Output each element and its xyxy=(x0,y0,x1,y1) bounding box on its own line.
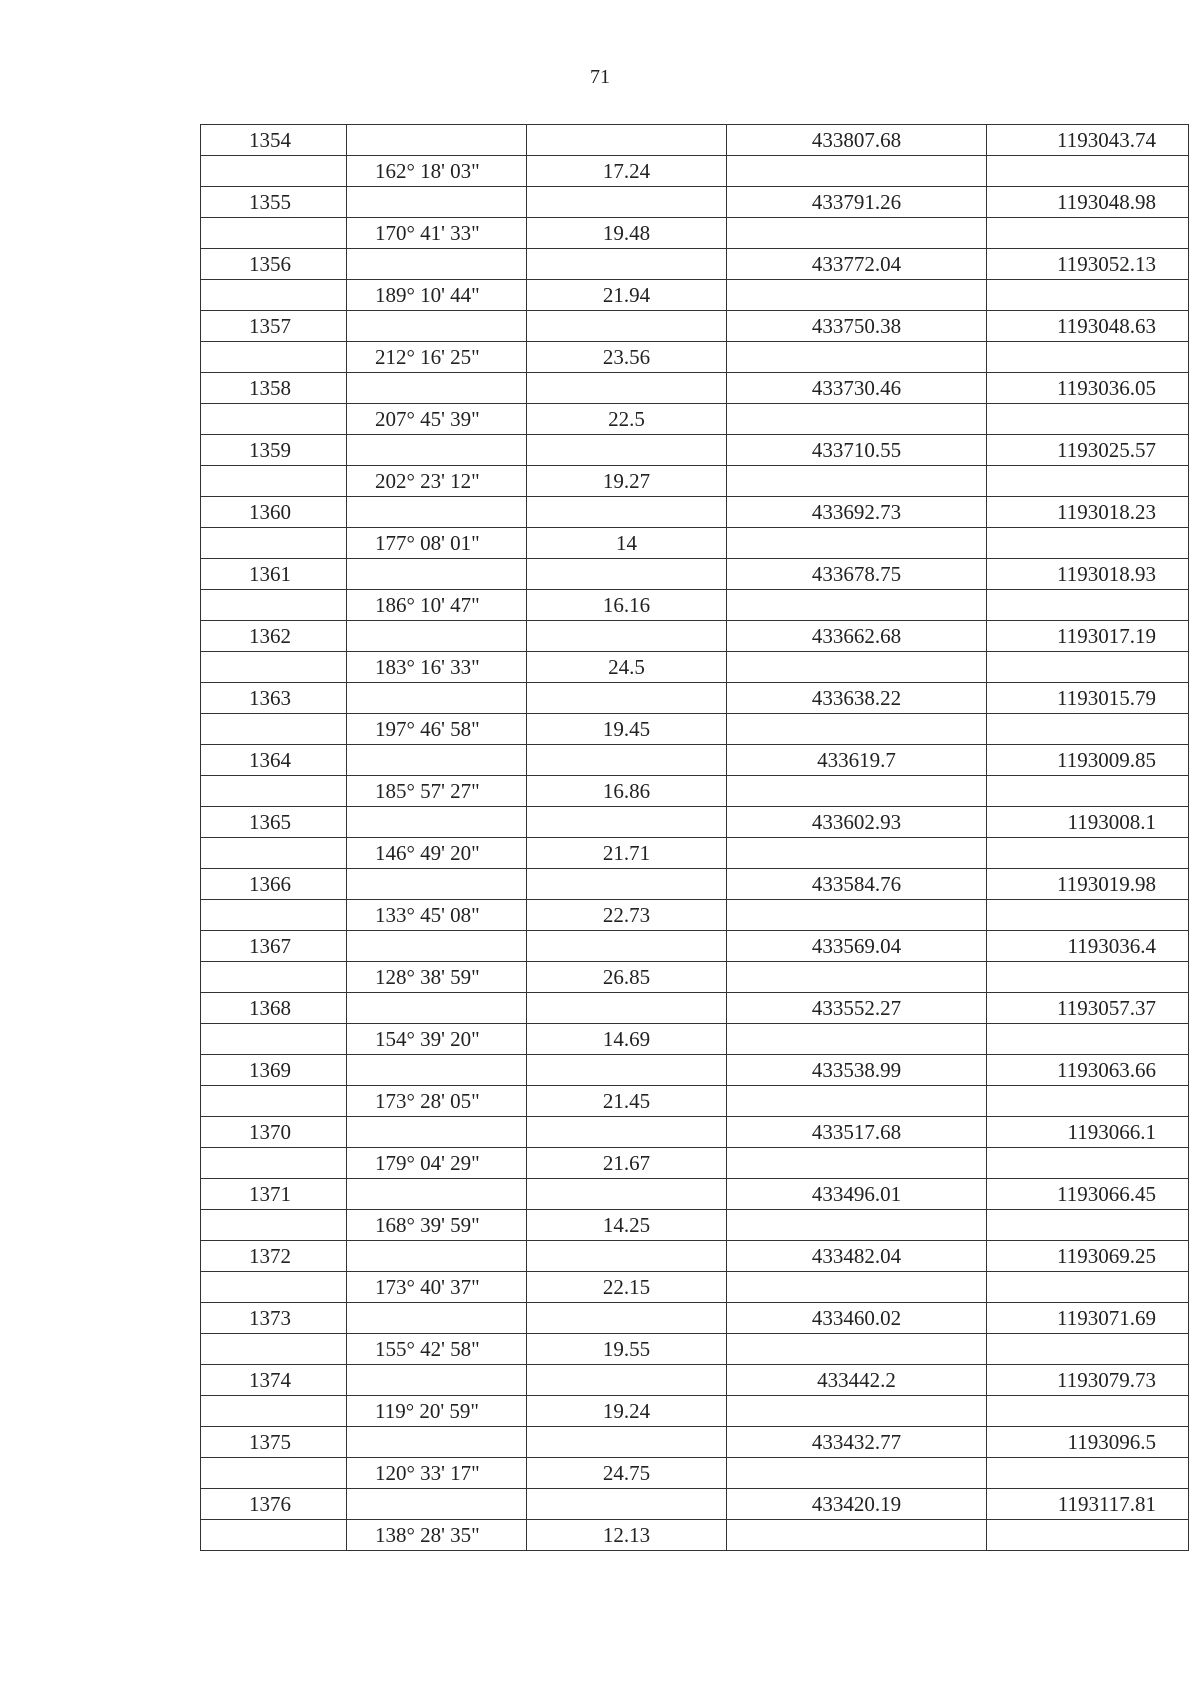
point-x: 433692.73 xyxy=(727,497,987,528)
empty-cell xyxy=(527,931,727,962)
segment-angle: 186° 10' 47" xyxy=(347,590,527,621)
point-x: 433496.01 xyxy=(727,1179,987,1210)
empty-cell xyxy=(987,342,1189,373)
empty-cell xyxy=(201,1148,347,1179)
point-y: 1193009.85 xyxy=(987,745,1189,776)
empty-cell xyxy=(527,745,727,776)
empty-cell xyxy=(727,590,987,621)
empty-cell xyxy=(987,1458,1189,1489)
point-x: 433638.22 xyxy=(727,683,987,714)
empty-cell xyxy=(727,466,987,497)
segment-row xyxy=(201,652,1189,683)
empty-cell xyxy=(347,621,527,652)
empty-cell xyxy=(201,1272,347,1303)
point-y: 1193071.69 xyxy=(987,1303,1189,1334)
segment-distance: 23.56 xyxy=(527,342,727,373)
segment-angle: 162° 18' 03" xyxy=(347,156,527,187)
empty-cell xyxy=(727,528,987,559)
segment-distance: 14.25 xyxy=(527,1210,727,1241)
empty-cell xyxy=(201,1334,347,1365)
empty-cell xyxy=(727,342,987,373)
empty-cell xyxy=(527,1303,727,1334)
segment-row xyxy=(201,1272,1189,1303)
empty-cell xyxy=(527,125,727,156)
point-y: 1193069.25 xyxy=(987,1241,1189,1272)
point-y: 1193019.98 xyxy=(987,869,1189,900)
empty-cell xyxy=(727,1396,987,1427)
segment-row xyxy=(201,1334,1189,1365)
empty-cell xyxy=(201,1458,347,1489)
segment-distance: 16.16 xyxy=(527,590,727,621)
empty-cell xyxy=(987,156,1189,187)
point-y: 1193018.23 xyxy=(987,497,1189,528)
empty-cell xyxy=(347,1179,527,1210)
empty-cell xyxy=(527,1055,727,1086)
empty-cell xyxy=(987,590,1189,621)
empty-cell xyxy=(201,404,347,435)
empty-cell xyxy=(201,280,347,311)
empty-cell xyxy=(727,962,987,993)
segment-angle: 128° 38' 59" xyxy=(347,962,527,993)
point-x: 433584.76 xyxy=(727,869,987,900)
point-x: 433678.75 xyxy=(727,559,987,590)
segment-angle: 197° 46' 58" xyxy=(347,714,527,745)
point-id: 1376 xyxy=(201,1489,347,1520)
segment-angle: 177° 08' 01" xyxy=(347,528,527,559)
empty-cell xyxy=(727,1210,987,1241)
point-y: 1193057.37 xyxy=(987,993,1189,1024)
point-y: 1193008.1 xyxy=(987,807,1189,838)
point-x: 433807.68 xyxy=(727,125,987,156)
segment-angle: 202° 23' 12" xyxy=(347,466,527,497)
empty-cell xyxy=(347,931,527,962)
empty-cell xyxy=(527,249,727,280)
point-row xyxy=(201,187,1189,218)
segment-row xyxy=(201,1148,1189,1179)
point-x: 433432.77 xyxy=(727,1427,987,1458)
empty-cell xyxy=(527,807,727,838)
segment-angle: 212° 16' 25" xyxy=(347,342,527,373)
empty-cell xyxy=(727,156,987,187)
point-row xyxy=(201,249,1189,280)
point-y: 1193066.45 xyxy=(987,1179,1189,1210)
point-id: 1358 xyxy=(201,373,347,404)
empty-cell xyxy=(987,900,1189,931)
segment-row xyxy=(201,1024,1189,1055)
empty-cell xyxy=(347,807,527,838)
empty-cell xyxy=(987,1210,1189,1241)
segment-row xyxy=(201,280,1189,311)
empty-cell xyxy=(201,900,347,931)
empty-cell xyxy=(201,218,347,249)
point-id: 1359 xyxy=(201,435,347,466)
segment-angle: 154° 39' 20" xyxy=(347,1024,527,1055)
point-x: 433710.55 xyxy=(727,435,987,466)
segment-distance: 26.85 xyxy=(527,962,727,993)
segment-row xyxy=(201,838,1189,869)
empty-cell xyxy=(987,652,1189,683)
point-id: 1366 xyxy=(201,869,347,900)
point-x: 433750.38 xyxy=(727,311,987,342)
empty-cell xyxy=(987,1272,1189,1303)
point-row xyxy=(201,373,1189,404)
segment-distance: 21.94 xyxy=(527,280,727,311)
empty-cell xyxy=(347,249,527,280)
point-x: 433791.26 xyxy=(727,187,987,218)
point-x: 433552.27 xyxy=(727,993,987,1024)
empty-cell xyxy=(987,714,1189,745)
empty-cell xyxy=(347,559,527,590)
segment-row xyxy=(201,1458,1189,1489)
empty-cell xyxy=(987,1148,1189,1179)
empty-cell xyxy=(347,683,527,714)
segment-angle: 155° 42' 58" xyxy=(347,1334,527,1365)
point-y: 1193036.4 xyxy=(987,931,1189,962)
empty-cell xyxy=(987,466,1189,497)
point-row xyxy=(201,559,1189,590)
point-y: 1193117.81 xyxy=(987,1489,1189,1520)
empty-cell xyxy=(987,218,1189,249)
segment-angle: 146° 49' 20" xyxy=(347,838,527,869)
empty-cell xyxy=(347,311,527,342)
empty-cell xyxy=(347,1489,527,1520)
point-row xyxy=(201,1427,1189,1458)
segment-distance: 12.13 xyxy=(527,1520,727,1551)
point-x: 433662.68 xyxy=(727,621,987,652)
point-id: 1360 xyxy=(201,497,347,528)
point-id: 1367 xyxy=(201,931,347,962)
point-x: 433460.02 xyxy=(727,1303,987,1334)
point-row xyxy=(201,993,1189,1024)
empty-cell xyxy=(987,962,1189,993)
empty-cell xyxy=(527,435,727,466)
point-row xyxy=(201,125,1189,156)
point-id: 1372 xyxy=(201,1241,347,1272)
segment-angle: 179° 04' 29" xyxy=(347,1148,527,1179)
empty-cell xyxy=(347,1365,527,1396)
empty-cell xyxy=(527,559,727,590)
point-row xyxy=(201,807,1189,838)
point-row xyxy=(201,869,1189,900)
empty-cell xyxy=(527,1179,727,1210)
empty-cell xyxy=(347,1427,527,1458)
point-row xyxy=(201,1303,1189,1334)
empty-cell xyxy=(987,1520,1189,1551)
point-x: 433619.7 xyxy=(727,745,987,776)
empty-cell xyxy=(527,1365,727,1396)
segment-row xyxy=(201,1396,1189,1427)
point-x: 433602.93 xyxy=(727,807,987,838)
empty-cell xyxy=(987,1396,1189,1427)
point-id: 1365 xyxy=(201,807,347,838)
segment-row xyxy=(201,1520,1189,1551)
empty-cell xyxy=(201,714,347,745)
empty-cell xyxy=(727,1148,987,1179)
empty-cell xyxy=(347,1241,527,1272)
empty-cell xyxy=(201,838,347,869)
point-id: 1362 xyxy=(201,621,347,652)
empty-cell xyxy=(727,900,987,931)
empty-cell xyxy=(727,404,987,435)
empty-cell xyxy=(201,1396,347,1427)
point-y: 1193036.05 xyxy=(987,373,1189,404)
empty-cell xyxy=(527,497,727,528)
empty-cell xyxy=(347,745,527,776)
empty-cell xyxy=(527,1427,727,1458)
empty-cell xyxy=(201,776,347,807)
segment-angle: 168° 39' 59" xyxy=(347,1210,527,1241)
segment-row xyxy=(201,776,1189,807)
point-id: 1357 xyxy=(201,311,347,342)
empty-cell xyxy=(987,528,1189,559)
point-id: 1368 xyxy=(201,993,347,1024)
empty-cell xyxy=(987,404,1189,435)
segment-row xyxy=(201,404,1189,435)
point-id: 1363 xyxy=(201,683,347,714)
point-row xyxy=(201,621,1189,652)
empty-cell xyxy=(201,590,347,621)
point-row xyxy=(201,311,1189,342)
segment-distance: 19.27 xyxy=(527,466,727,497)
point-y: 1193015.79 xyxy=(987,683,1189,714)
empty-cell xyxy=(527,993,727,1024)
segment-angle: 119° 20' 59" xyxy=(347,1396,527,1427)
segment-angle: 189° 10' 44" xyxy=(347,280,527,311)
empty-cell xyxy=(347,125,527,156)
point-id: 1355 xyxy=(201,187,347,218)
segment-angle: 173° 40' 37" xyxy=(347,1272,527,1303)
segment-angle: 173° 28' 05" xyxy=(347,1086,527,1117)
point-x: 433442.2 xyxy=(727,1365,987,1396)
segment-angle: 138° 28' 35" xyxy=(347,1520,527,1551)
empty-cell xyxy=(201,1520,347,1551)
empty-cell xyxy=(727,1086,987,1117)
empty-cell xyxy=(527,187,727,218)
segment-distance: 22.73 xyxy=(527,900,727,931)
segment-row xyxy=(201,466,1189,497)
point-y: 1193063.66 xyxy=(987,1055,1189,1086)
empty-cell xyxy=(527,1117,727,1148)
point-x: 433569.04 xyxy=(727,931,987,962)
point-row xyxy=(201,931,1189,962)
point-x: 433517.68 xyxy=(727,1117,987,1148)
empty-cell xyxy=(987,280,1189,311)
empty-cell xyxy=(527,1241,727,1272)
empty-cell xyxy=(987,1024,1189,1055)
empty-cell xyxy=(727,1334,987,1365)
point-row xyxy=(201,435,1189,466)
empty-cell xyxy=(347,869,527,900)
empty-cell xyxy=(201,466,347,497)
empty-cell xyxy=(987,838,1189,869)
point-id: 1375 xyxy=(201,1427,347,1458)
point-y: 1193052.13 xyxy=(987,249,1189,280)
empty-cell xyxy=(201,652,347,683)
empty-cell xyxy=(527,683,727,714)
empty-cell xyxy=(727,1458,987,1489)
point-y: 1193018.93 xyxy=(987,559,1189,590)
point-row xyxy=(201,1179,1189,1210)
segment-distance: 19.45 xyxy=(527,714,727,745)
segment-row xyxy=(201,156,1189,187)
segment-angle: 170° 41' 33" xyxy=(347,218,527,249)
point-id: 1374 xyxy=(201,1365,347,1396)
segment-row xyxy=(201,528,1189,559)
point-y: 1193048.98 xyxy=(987,187,1189,218)
segment-distance: 21.67 xyxy=(527,1148,727,1179)
point-row xyxy=(201,1365,1189,1396)
empty-cell xyxy=(347,187,527,218)
segment-distance: 21.45 xyxy=(527,1086,727,1117)
empty-cell xyxy=(727,1520,987,1551)
empty-cell xyxy=(347,435,527,466)
segment-row xyxy=(201,218,1189,249)
empty-cell xyxy=(201,156,347,187)
segment-row xyxy=(201,1210,1189,1241)
segment-angle: 185° 57' 27" xyxy=(347,776,527,807)
segment-angle: 120° 33' 17" xyxy=(347,1458,527,1489)
empty-cell xyxy=(347,1055,527,1086)
empty-cell xyxy=(527,1489,727,1520)
segment-distance: 14.69 xyxy=(527,1024,727,1055)
empty-cell xyxy=(727,280,987,311)
segment-row xyxy=(201,1086,1189,1117)
segment-distance: 21.71 xyxy=(527,838,727,869)
empty-cell xyxy=(727,1024,987,1055)
empty-cell xyxy=(727,652,987,683)
empty-cell xyxy=(727,838,987,869)
empty-cell xyxy=(201,1210,347,1241)
segment-distance: 17.24 xyxy=(527,156,727,187)
empty-cell xyxy=(201,1086,347,1117)
empty-cell xyxy=(987,1086,1189,1117)
coordinates-table-body xyxy=(201,125,1189,1551)
point-y: 1193048.63 xyxy=(987,311,1189,342)
point-row xyxy=(201,1055,1189,1086)
point-id: 1373 xyxy=(201,1303,347,1334)
empty-cell xyxy=(527,373,727,404)
point-row xyxy=(201,1241,1189,1272)
segment-distance: 22.5 xyxy=(527,404,727,435)
point-row xyxy=(201,1117,1189,1148)
point-x: 433772.04 xyxy=(727,249,987,280)
empty-cell xyxy=(527,869,727,900)
empty-cell xyxy=(201,1024,347,1055)
point-id: 1371 xyxy=(201,1179,347,1210)
point-y: 1193017.19 xyxy=(987,621,1189,652)
empty-cell xyxy=(347,373,527,404)
point-row xyxy=(201,745,1189,776)
empty-cell xyxy=(347,1117,527,1148)
point-id: 1369 xyxy=(201,1055,347,1086)
segment-row xyxy=(201,900,1189,931)
point-row xyxy=(201,497,1189,528)
point-y: 1193096.5 xyxy=(987,1427,1189,1458)
point-id: 1364 xyxy=(201,745,347,776)
empty-cell xyxy=(987,776,1189,807)
empty-cell xyxy=(347,993,527,1024)
page-number: 71 xyxy=(590,66,610,88)
point-y: 1193043.74 xyxy=(987,125,1189,156)
segment-distance: 19.48 xyxy=(527,218,727,249)
empty-cell xyxy=(727,1272,987,1303)
empty-cell xyxy=(527,621,727,652)
segment-row xyxy=(201,714,1189,745)
segment-angle: 133° 45' 08" xyxy=(347,900,527,931)
point-id: 1361 xyxy=(201,559,347,590)
segment-distance: 22.15 xyxy=(527,1272,727,1303)
point-y: 1193066.1 xyxy=(987,1117,1189,1148)
empty-cell xyxy=(727,776,987,807)
segment-row xyxy=(201,590,1189,621)
point-id: 1356 xyxy=(201,249,347,280)
point-y: 1193025.57 xyxy=(987,435,1189,466)
point-row xyxy=(201,683,1189,714)
point-id: 1370 xyxy=(201,1117,347,1148)
point-row xyxy=(201,1489,1189,1520)
empty-cell xyxy=(201,962,347,993)
segment-distance: 24.5 xyxy=(527,652,727,683)
empty-cell xyxy=(987,1334,1189,1365)
segment-distance: 16.86 xyxy=(527,776,727,807)
point-x: 433482.04 xyxy=(727,1241,987,1272)
empty-cell xyxy=(727,218,987,249)
empty-cell xyxy=(201,528,347,559)
point-x: 433730.46 xyxy=(727,373,987,404)
empty-cell xyxy=(347,1303,527,1334)
segment-distance: 19.55 xyxy=(527,1334,727,1365)
empty-cell xyxy=(727,714,987,745)
segment-distance: 24.75 xyxy=(527,1458,727,1489)
segment-distance: 19.24 xyxy=(527,1396,727,1427)
coordinates-table xyxy=(200,124,1189,1551)
point-id: 1354 xyxy=(201,125,347,156)
segment-angle: 207° 45' 39" xyxy=(347,404,527,435)
empty-cell xyxy=(347,497,527,528)
segment-row xyxy=(201,342,1189,373)
point-x: 433420.19 xyxy=(727,1489,987,1520)
empty-cell xyxy=(527,311,727,342)
point-x: 433538.99 xyxy=(727,1055,987,1086)
segment-distance: 14 xyxy=(527,528,727,559)
empty-cell xyxy=(201,342,347,373)
segment-angle: 183° 16' 33" xyxy=(347,652,527,683)
point-y: 1193079.73 xyxy=(987,1365,1189,1396)
segment-row xyxy=(201,962,1189,993)
